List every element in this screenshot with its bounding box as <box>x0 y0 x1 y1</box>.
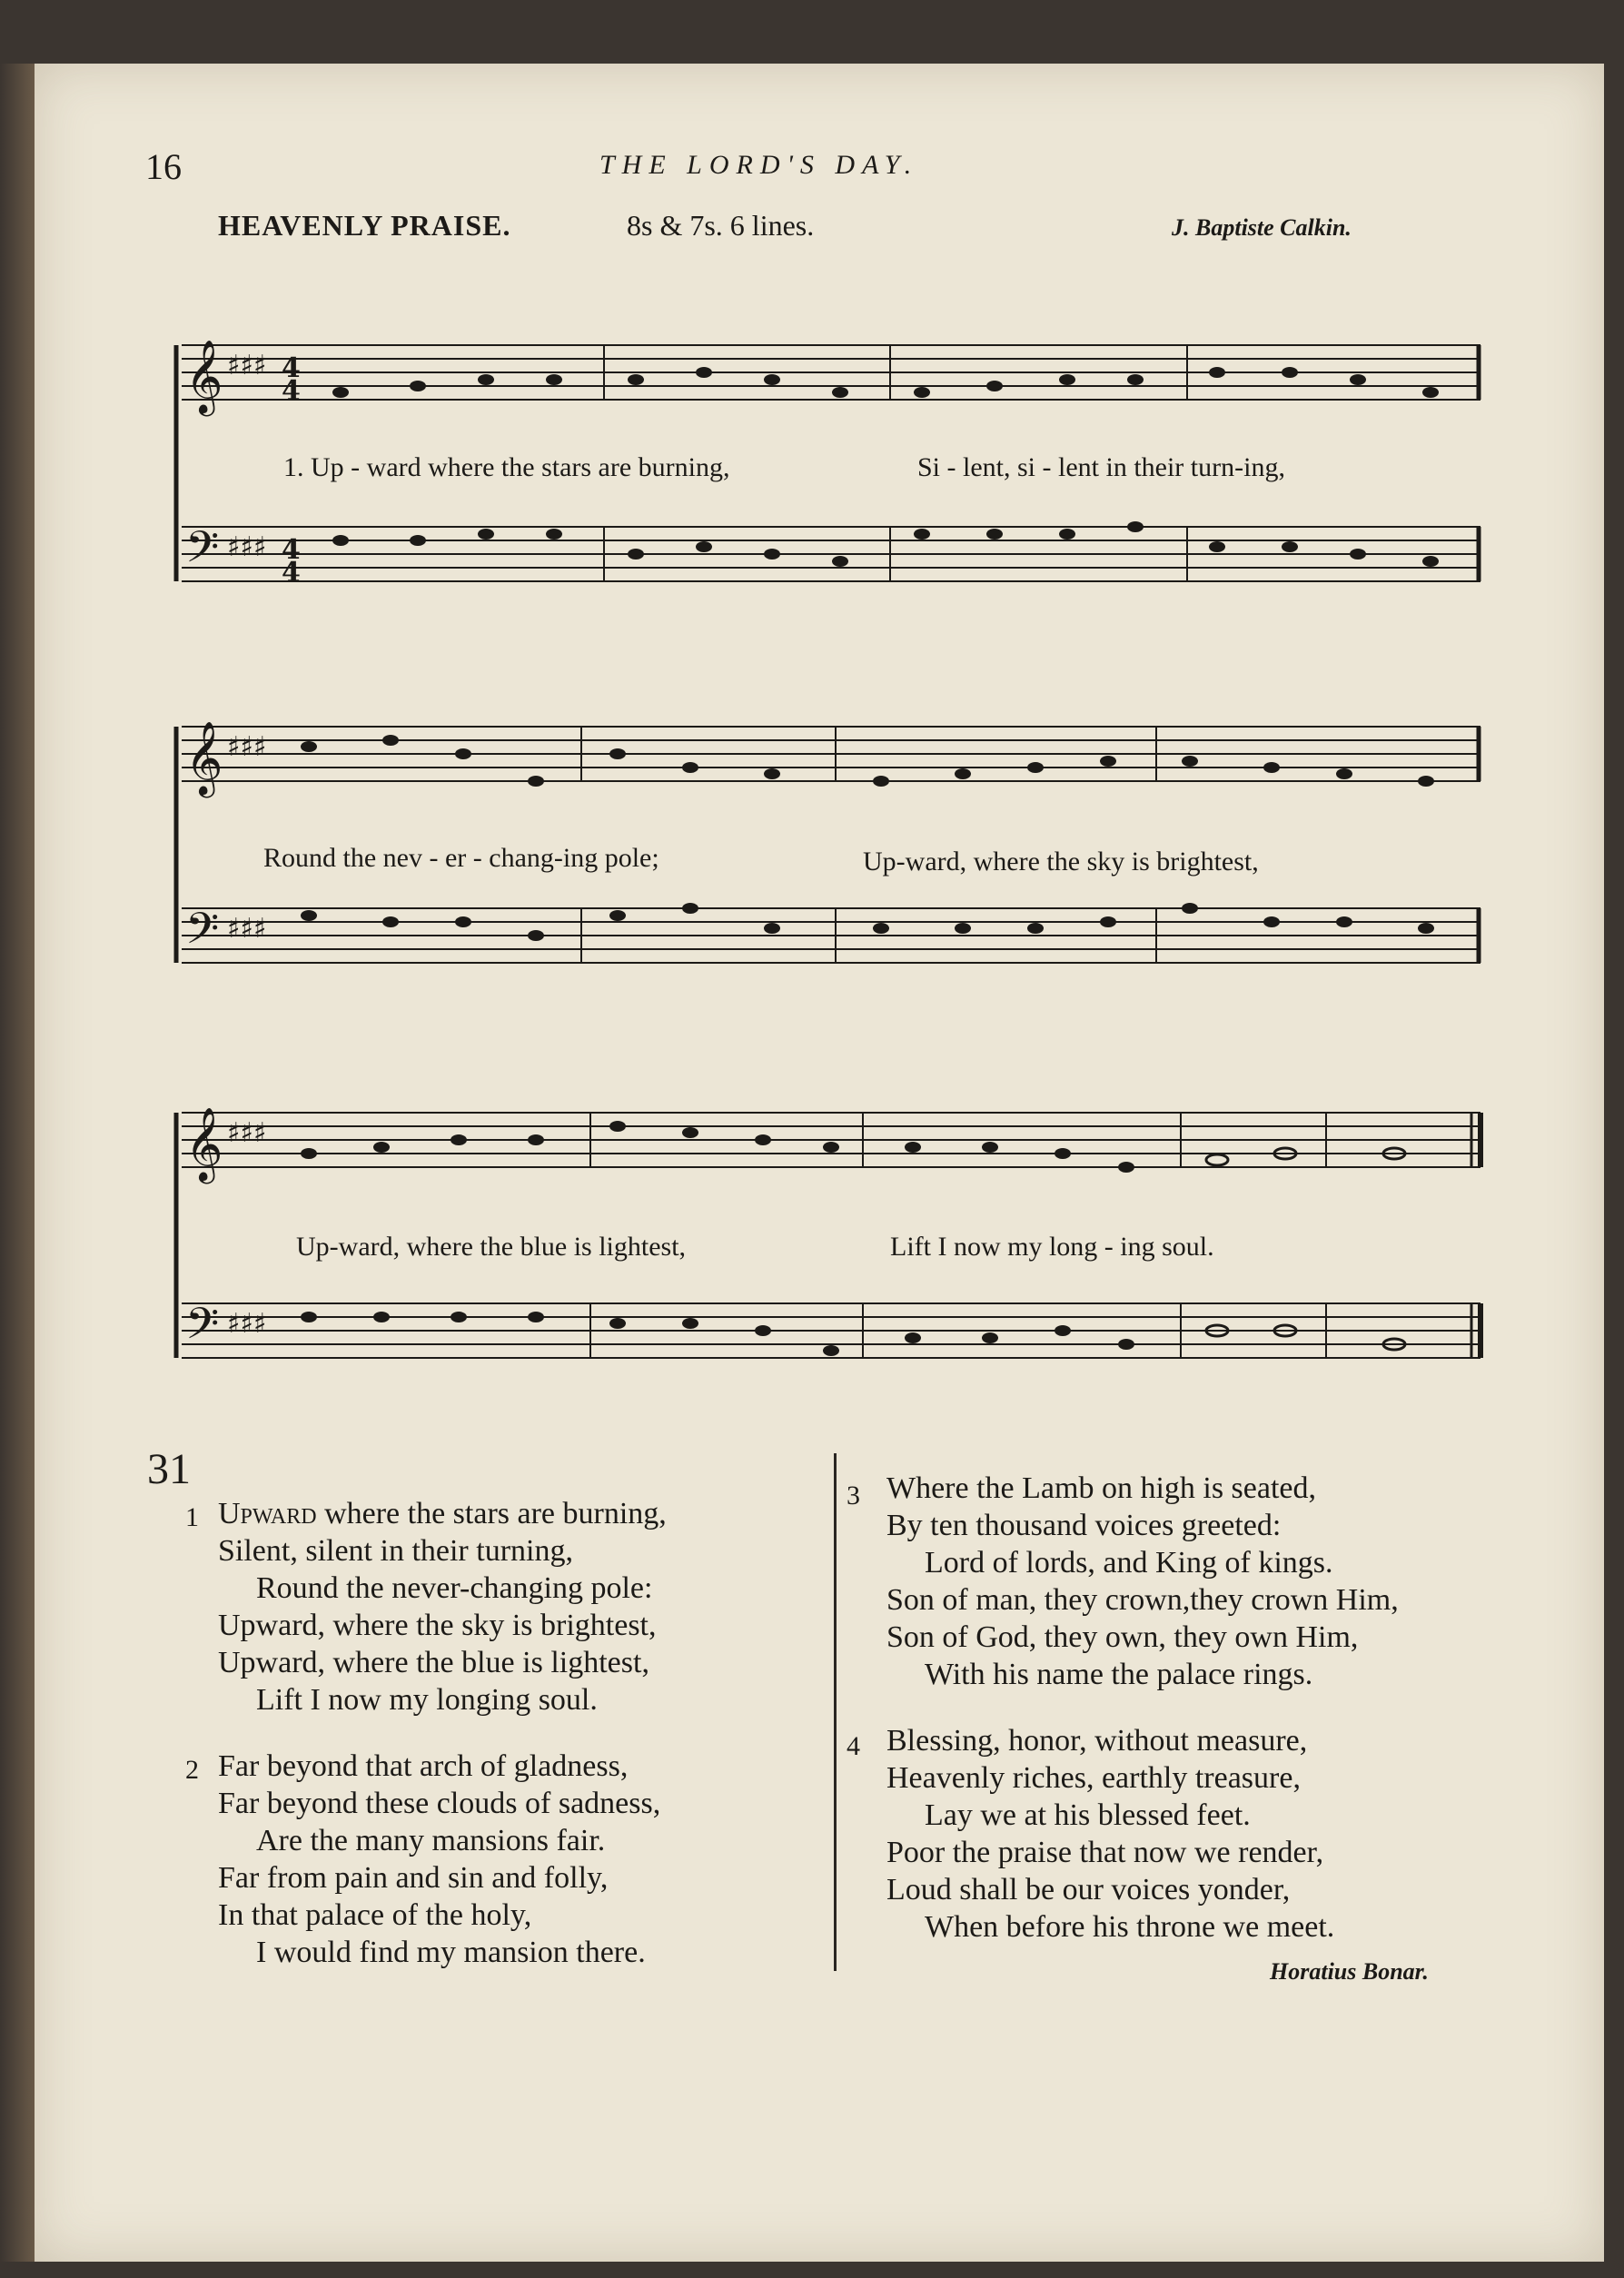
stanza-2-line-6: I would find my mansion there. <box>256 1936 646 1969</box>
system-2-lyrics-b: Up-ward, where the sky is brightest, <box>863 847 1259 877</box>
stanza-2-line-1: Far beyond that arch of gladness, <box>218 1749 629 1783</box>
svg-text:♯♯♯: ♯♯♯ <box>227 350 267 381</box>
stanza-3 <box>886 1470 1399 1693</box>
stanza-4 <box>886 1722 1334 1946</box>
stanza-1-first-word: Upward <box>218 1497 317 1530</box>
stanza-3-line-3: Lord of lords, and King of kings. <box>925 1546 1333 1580</box>
svg-text:4: 4 <box>282 557 301 589</box>
stanza-1-number: 1 <box>185 1502 199 1532</box>
svg-text:♯♯♯: ♯♯♯ <box>227 731 267 763</box>
stanza-4-line-3: Lay we at his blessed feet. <box>925 1798 1251 1832</box>
stanza-1-line-5: Upward, where the blue is lightest, <box>218 1646 649 1679</box>
tune-meter: 8s & 7s. 6 lines. <box>627 209 815 242</box>
stanza-1-line-2: Silent, silent in their turning, <box>218 1534 573 1568</box>
tune-name: HEAVENLY PRAISE. <box>218 209 511 242</box>
stanza-4-line-2: Heavenly riches, earthly treasure, <box>886 1761 1301 1795</box>
stanza-3-number: 3 <box>847 1481 860 1510</box>
running-title: THE LORD'S DAY. <box>599 150 919 180</box>
stanza-4-line-1: Blessing, honor, without measure, <box>886 1724 1308 1758</box>
system-3-lyrics: Up-ward, where the blue is lightest, <box>296 1232 687 1262</box>
svg-text:♯♯♯: ♯♯♯ <box>227 531 267 563</box>
stanza-1-line-6: Lift I now my longing soul. <box>256 1683 598 1717</box>
stanza-2-number: 2 <box>185 1755 199 1785</box>
stanza-4-line-4: Poor the praise that now we render, <box>886 1836 1324 1869</box>
svg-text:𝄢: 𝄢 <box>185 903 220 965</box>
stanza-3-line-2: By ten thousand voices greeted: <box>886 1509 1282 1542</box>
svg-text:♯♯♯: ♯♯♯ <box>227 913 267 945</box>
stanza-2-line-2: Far beyond these clouds of sadness, <box>218 1787 661 1820</box>
tune-composer: J. Baptiste Calkin. <box>1172 214 1352 241</box>
svg-text:♯♯♯: ♯♯♯ <box>227 1308 267 1340</box>
stanza-2-line-3: Are the many mansions fair. <box>256 1824 606 1857</box>
stanza-3-line-1: Where the Lamb on high is seated, <box>886 1471 1317 1505</box>
stanza-1-line-4: Upward, where the sky is brightest, <box>218 1609 657 1642</box>
stanza-3-line-4: Son of man, they crown,they crown Him, <box>886 1583 1399 1617</box>
svg-text:4: 4 <box>282 352 301 384</box>
svg-text:𝄞: 𝄞 <box>185 339 223 413</box>
stanza-4-number: 4 <box>847 1731 860 1761</box>
stanza-2-line-5: In that palace of the holy, <box>218 1898 532 1932</box>
stanza-3-line-5: Son of God, they own, they own Him, <box>886 1620 1359 1654</box>
stanza-1-line-3: Round the never-changing pole: <box>256 1571 653 1605</box>
book-spine <box>0 64 35 2262</box>
svg-text:𝄞: 𝄞 <box>185 720 223 795</box>
system-1-lyrics: 1. Up - ward where the stars are burning, <box>283 452 730 482</box>
stanza-4-line-6: When before his throne we meet. <box>925 1910 1335 1944</box>
stanza-2 <box>218 1748 660 1971</box>
svg-text:♯♯♯: ♯♯♯ <box>227 1117 267 1149</box>
stanza-3-line-6: With his name the palace rings. <box>925 1658 1313 1691</box>
hymn-author: Horatius Bonar. <box>1270 1958 1429 1985</box>
svg-text:𝄞: 𝄞 <box>185 1106 223 1181</box>
stanza-1-line-1: Upward where the stars are burning, <box>218 1497 667 1530</box>
hymn-number: 31 <box>147 1445 191 1493</box>
system-3-lyrics-b: Lift I now my long - ing soul. <box>890 1232 1214 1262</box>
system-1-lyrics-b: Si - lent, si - lent in their turn-ing, <box>917 452 1285 482</box>
svg-text:4: 4 <box>282 534 301 566</box>
stanza-1 <box>218 1495 667 1718</box>
column-divider <box>834 1453 837 1971</box>
svg-text:𝄢: 𝄢 <box>185 1298 220 1360</box>
stanza-2-line-4: Far from pain and sin and folly, <box>218 1861 609 1895</box>
page-number: 16 <box>145 146 182 187</box>
system-2-lyrics: Round the nev - er - chang-ing pole; <box>263 843 659 873</box>
svg-text:𝄢: 𝄢 <box>185 521 220 583</box>
svg-text:4: 4 <box>282 375 301 407</box>
stanza-4-line-5: Loud shall be our voices yonder, <box>886 1873 1291 1907</box>
